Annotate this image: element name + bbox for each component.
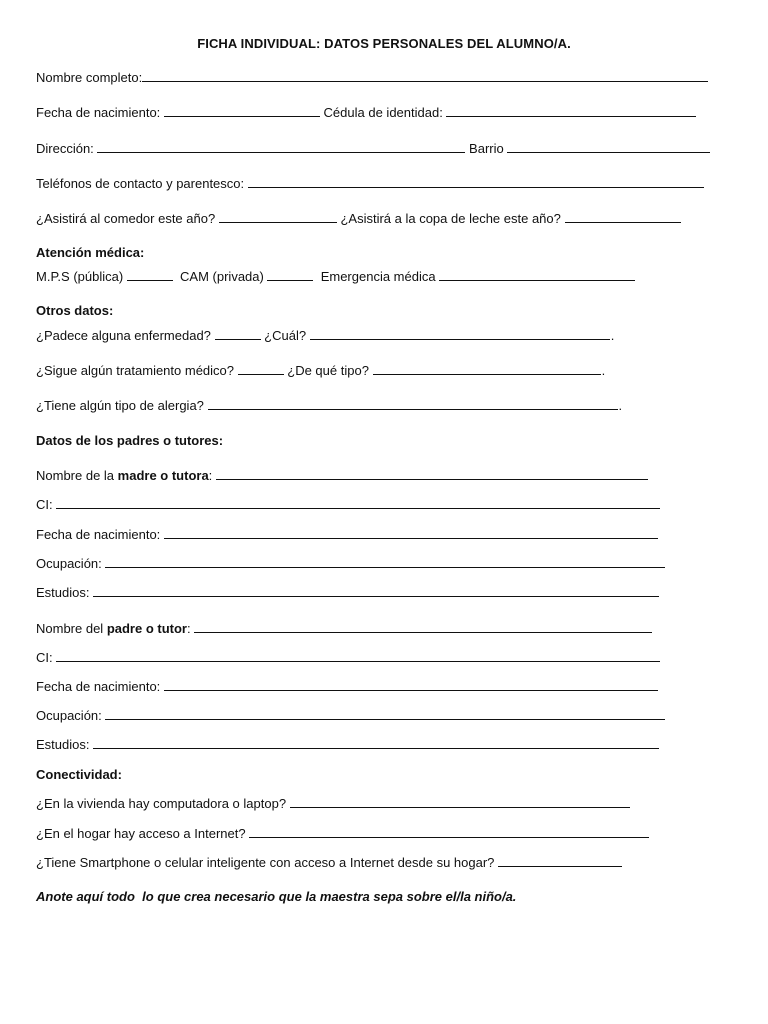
field-emergencia[interactable] — [439, 268, 635, 281]
row-nombre-madre — [36, 467, 648, 484]
row-tratamiento — [36, 362, 605, 379]
field-alergia[interactable] — [208, 397, 618, 410]
colon: : — [186, 621, 191, 636]
field-ocupacion-madre[interactable] — [105, 555, 665, 568]
period: . — [618, 398, 623, 413]
label-copa-leche: ¿Asistirá a la copa de leche este año? — [340, 211, 561, 226]
label-telefonos: Teléfonos de contacto y parentesco: — [36, 176, 245, 191]
field-nombre-padre[interactable] — [194, 620, 652, 633]
field-mps[interactable] — [127, 268, 173, 281]
field-enfermedad[interactable] — [215, 327, 261, 340]
field-nombre-madre[interactable] — [216, 467, 648, 480]
label-estudios-madre: Estudios: — [36, 585, 90, 600]
label-barrio: Barrio — [469, 141, 504, 156]
row-nombre-padre — [36, 620, 652, 637]
label-mps: M.P.S (pública) — [36, 269, 124, 284]
label-ci-padre: CI: — [36, 650, 53, 665]
row-alergia — [36, 397, 622, 414]
field-fecha-nacimiento[interactable] — [164, 104, 320, 117]
label-smartphone: ¿Tiene Smartphone o celular inteligente con acceso a Internet desde su hogar? — [36, 855, 495, 870]
row-direccion-barrio — [36, 140, 710, 157]
heading-atencion-medica: Atención médica: — [36, 245, 145, 260]
field-tratamiento[interactable] — [238, 362, 284, 375]
label-comedor: ¿Asistirá al comedor este año? — [36, 211, 216, 226]
field-estudios-madre[interactable] — [93, 584, 659, 597]
row-fecha-cedula — [36, 104, 696, 121]
row-fecha-madre — [36, 526, 658, 543]
label-que-tipo: ¿De qué tipo? — [287, 363, 369, 378]
field-ocupacion-padre[interactable] — [105, 707, 665, 720]
field-que-tipo[interactable] — [373, 362, 601, 375]
field-direccion[interactable] — [97, 140, 465, 153]
label-internet: ¿En el hogar hay acceso a Internet? — [36, 826, 246, 841]
field-comedor[interactable] — [219, 210, 337, 223]
label-ci: CI: — [36, 497, 53, 512]
row-estudios-madre — [36, 584, 659, 601]
row-telefonos — [36, 175, 704, 192]
label-fecha-nacimiento-madre: Fecha de nacimiento: — [36, 527, 161, 542]
field-cam[interactable] — [267, 268, 313, 281]
field-estudios-padre[interactable] — [93, 736, 659, 749]
row-comedor-copa — [36, 210, 681, 227]
label-ocupacion-madre: Ocupación: — [36, 556, 102, 571]
heading-padres: Datos de los padres o tutores: — [36, 433, 224, 448]
field-telefonos[interactable] — [248, 175, 704, 188]
label-estudios-padre: Estudios: — [36, 737, 90, 752]
label-emergencia: Emergencia médica — [320, 269, 436, 284]
row-estudios-padre — [36, 736, 659, 753]
label-nombre-completo: Nombre completo: — [36, 70, 143, 85]
label-ocupacion-padre: Ocupación: — [36, 708, 102, 723]
colon: : — [208, 468, 213, 483]
label-tratamiento: ¿Sigue algún tratamiento médico? — [36, 363, 235, 378]
field-cedula[interactable] — [446, 104, 696, 117]
label-cual: ¿Cuál? — [264, 328, 307, 343]
field-internet[interactable] — [249, 825, 649, 838]
field-barrio[interactable] — [507, 140, 710, 153]
page-title: FICHA INDIVIDUAL: DATOS PERSONALES DEL ALUMNO/A. — [197, 36, 571, 51]
field-cual[interactable] — [310, 327, 610, 340]
field-fecha-madre[interactable] — [164, 526, 658, 539]
label-alergia: ¿Tiene algún tipo de alergia? — [36, 398, 204, 413]
heading-conectividad: Conectividad: — [36, 767, 122, 782]
row-ocupacion-padre — [36, 707, 665, 724]
field-copa-leche[interactable] — [565, 210, 681, 223]
label-madre-tutora: madre o tutora — [117, 468, 209, 483]
row-computadora — [36, 795, 630, 812]
row-enfermedad — [36, 327, 614, 344]
field-computadora[interactable] — [290, 795, 630, 808]
field-ci-madre[interactable] — [56, 496, 660, 509]
row-internet — [36, 825, 649, 842]
label-fecha-nacimiento-padre: Fecha de nacimiento: — [36, 679, 161, 694]
label-nombre-padre-prefix: Nombre del — [36, 621, 107, 636]
period: . — [610, 328, 615, 343]
row-fecha-padre — [36, 678, 658, 695]
label-computadora: ¿En la vivienda hay computadora o laptop? — [36, 796, 287, 811]
label-enfermedad: ¿Padece alguna enfermedad? — [36, 328, 211, 343]
field-smartphone[interactable] — [498, 854, 622, 867]
row-ocupacion-madre — [36, 555, 665, 572]
row-ci-padre — [36, 649, 660, 666]
final-note: Anote aquí todo lo que crea necesario que la maestra sepa sobre el/la niño/a. — [36, 889, 517, 904]
label-nombre-madre-prefix: Nombre de la — [36, 468, 118, 483]
label-fecha-nacimiento: Fecha de nacimiento: — [36, 105, 161, 120]
row-ci-madre — [36, 496, 660, 513]
field-nombre-completo[interactable] — [142, 69, 708, 82]
label-direccion: Dirección: — [36, 141, 94, 156]
period: . — [601, 363, 606, 378]
label-cedula: Cédula de identidad: — [323, 105, 443, 120]
label-cam: CAM (privada) — [180, 269, 264, 284]
field-fecha-padre[interactable] — [164, 678, 658, 691]
heading-otros-datos: Otros datos: — [36, 303, 114, 318]
label-padre-tutor: padre o tutor — [106, 621, 187, 636]
row-nombre-completo — [36, 69, 708, 86]
row-atencion-medica — [36, 268, 635, 285]
row-smartphone — [36, 854, 622, 871]
field-ci-padre[interactable] — [56, 649, 660, 662]
